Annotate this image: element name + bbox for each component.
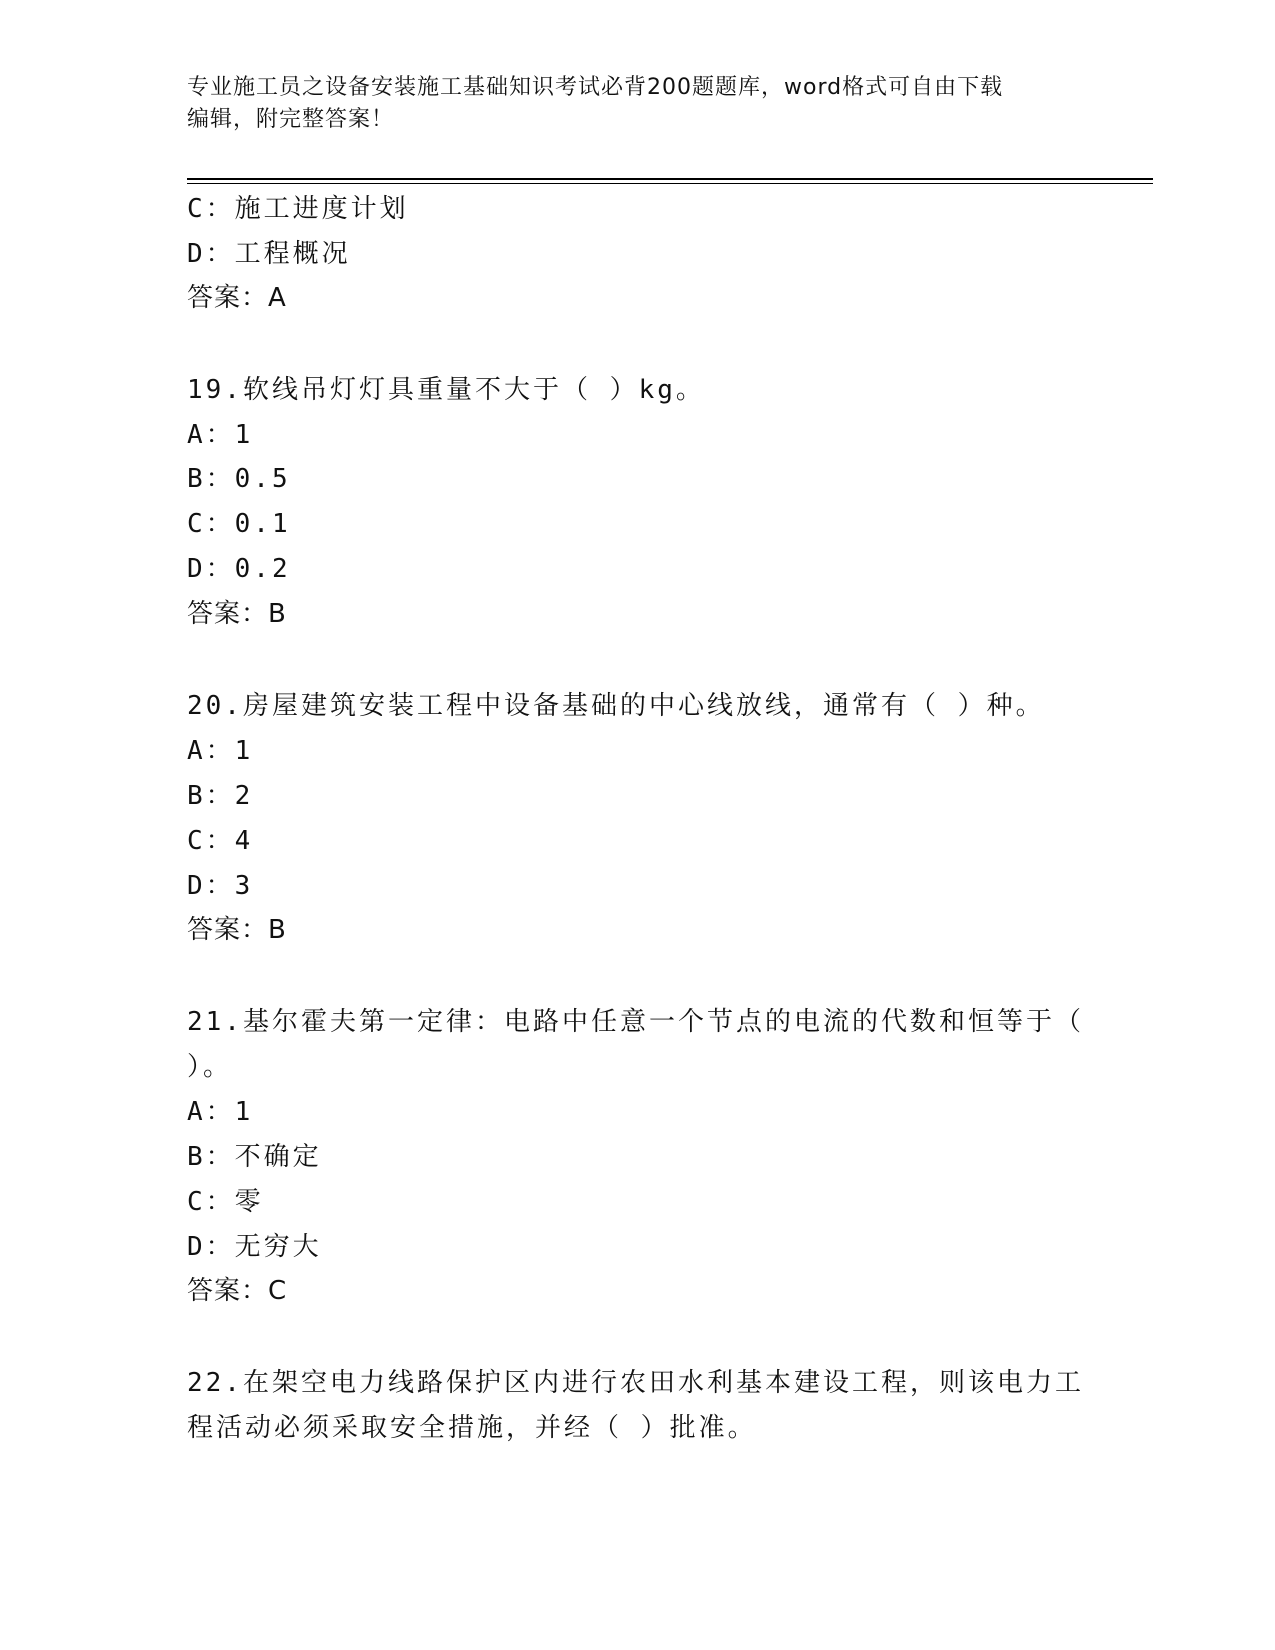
q21-question-line-1: 21.基尔霍夫第一定律：电路中任意一个节点的电流的代数和恒等于（ <box>187 1007 1084 1037</box>
q20-option-d: D：3 <box>187 871 254 901</box>
q21-answer: 答案：C <box>187 1276 288 1306</box>
q18-answer: 答案：A <box>187 283 287 313</box>
document-header <box>187 72 1087 136</box>
q20-question: 20.房屋建筑安装工程中设备基础的中心线放线，通常有（ ）种。 <box>187 691 1045 721</box>
q21-option-b: B：不确定 <box>187 1142 322 1172</box>
q18-option-c: C：施工进度计划 <box>187 194 409 224</box>
q20-option-a: A：1 <box>187 736 254 766</box>
q19-option-a: A：1 <box>187 420 254 450</box>
q21-option-a: A：1 <box>187 1097 254 1127</box>
header-divider-thick <box>187 178 1153 180</box>
q19-option-c: C：0.1 <box>187 509 291 539</box>
q21-question-line-2: ）。 <box>187 1052 233 1082</box>
q19-option-b: B：0.5 <box>187 464 291 494</box>
header-line-1: 专业施工员之设备安装施工基础知识考试必背200题题库，word格式可自由下载 <box>187 75 1004 100</box>
q21-option-d: D：无穷大 <box>187 1232 322 1262</box>
q21-option-c: C：零 <box>187 1187 264 1217</box>
q18-option-d: D：工程概况 <box>187 239 351 269</box>
q19-option-d: D：0.2 <box>187 554 291 584</box>
q22-question-line-2: 程活动必须采取安全措施，并经（ ）批准。 <box>187 1413 757 1443</box>
q19-answer: 答案：B <box>187 599 287 629</box>
q20-option-c: C：4 <box>187 826 254 856</box>
q20-option-b: B：2 <box>187 781 254 811</box>
q19-question: 19.软线吊灯灯具重量不大于（ ）kg。 <box>187 375 705 405</box>
q20-answer: 答案：B <box>187 915 287 945</box>
q22-question-line-1: 22.在架空电力线路保护区内进行农田水利基本建设工程，则该电力工 <box>187 1368 1084 1398</box>
header-line-2: 编辑，附完整答案！ <box>187 107 395 132</box>
header-divider-thin <box>187 183 1153 184</box>
